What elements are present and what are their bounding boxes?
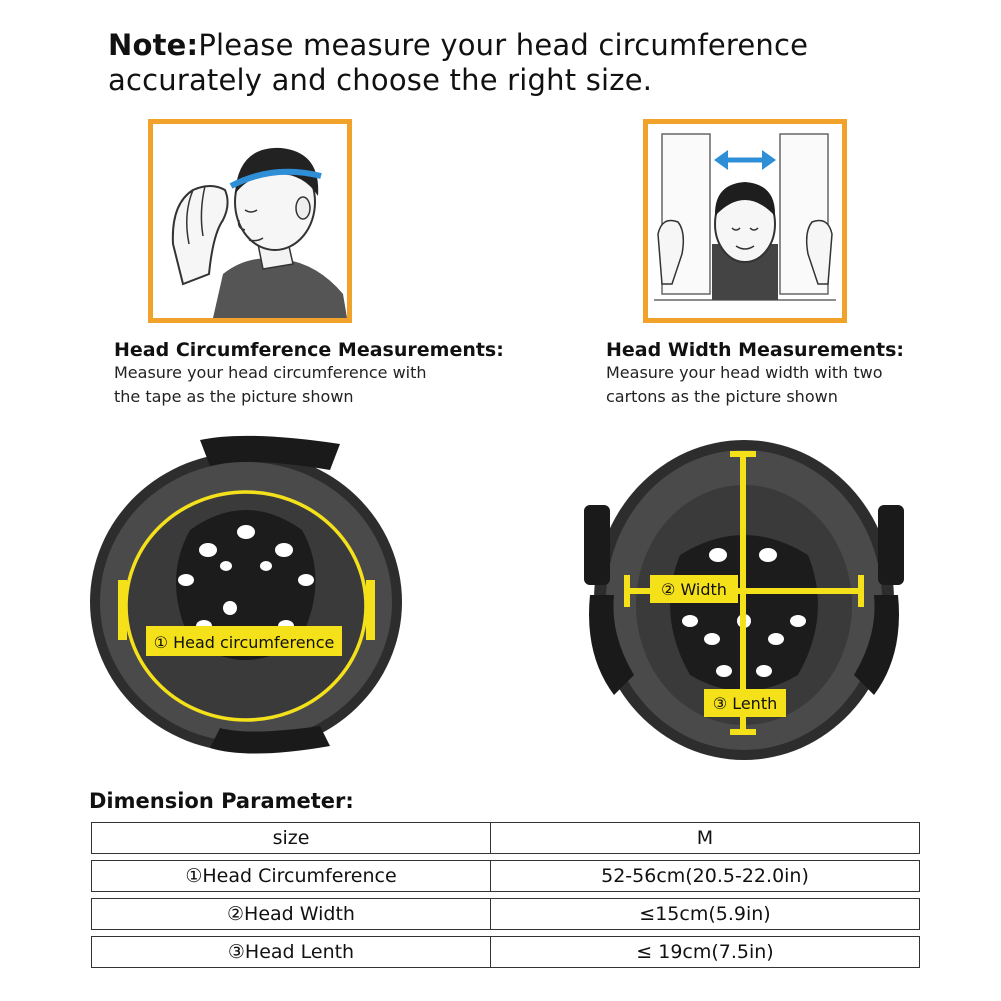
row-value: ≤15cm(5.9in)	[490, 898, 920, 930]
head-width-line2: cartons as the picture shown	[606, 387, 838, 406]
note-body: Please measure your head circumference accurately and choose the right size.	[108, 28, 809, 97]
length-label: ③ Lenth	[712, 694, 778, 713]
dimension-title: Dimension Parameter:	[89, 789, 354, 813]
size-header: size	[91, 822, 490, 854]
helmet-inside-left	[80, 430, 410, 770]
size-value-header: M	[490, 822, 920, 854]
head-width-line1: Measure your head width with two	[606, 363, 883, 382]
row-label: ③Head Lenth	[91, 936, 490, 968]
row-label: ①Head Circumference	[91, 860, 490, 892]
helmet-inside-right	[584, 425, 904, 770]
note-label: Note:	[108, 28, 199, 62]
head-circumference-line1: Measure your head circumference with	[114, 363, 427, 382]
dimension-table	[91, 816, 920, 974]
note-text	[108, 28, 968, 98]
row-value: ≤ 19cm(7.5in)	[490, 936, 920, 968]
width-label: ② Width	[661, 580, 727, 599]
table-row	[91, 898, 920, 930]
table-header-row	[91, 822, 920, 854]
head-circumference-line2: the tape as the picture shown	[114, 387, 354, 406]
row-label: ②Head Width	[91, 898, 490, 930]
table-row	[91, 936, 920, 968]
head-width-illustration	[643, 119, 847, 323]
head-circumference-illustration	[148, 119, 352, 323]
row-value: 52-56cm(20.5-22.0in)	[490, 860, 920, 892]
head-circumference-label: ① Head circumference	[153, 633, 335, 652]
table-row	[91, 860, 920, 892]
head-width-title: Head Width Measurements:	[606, 339, 905, 361]
head-circumference-title: Head Circumference Measurements:	[114, 339, 504, 361]
